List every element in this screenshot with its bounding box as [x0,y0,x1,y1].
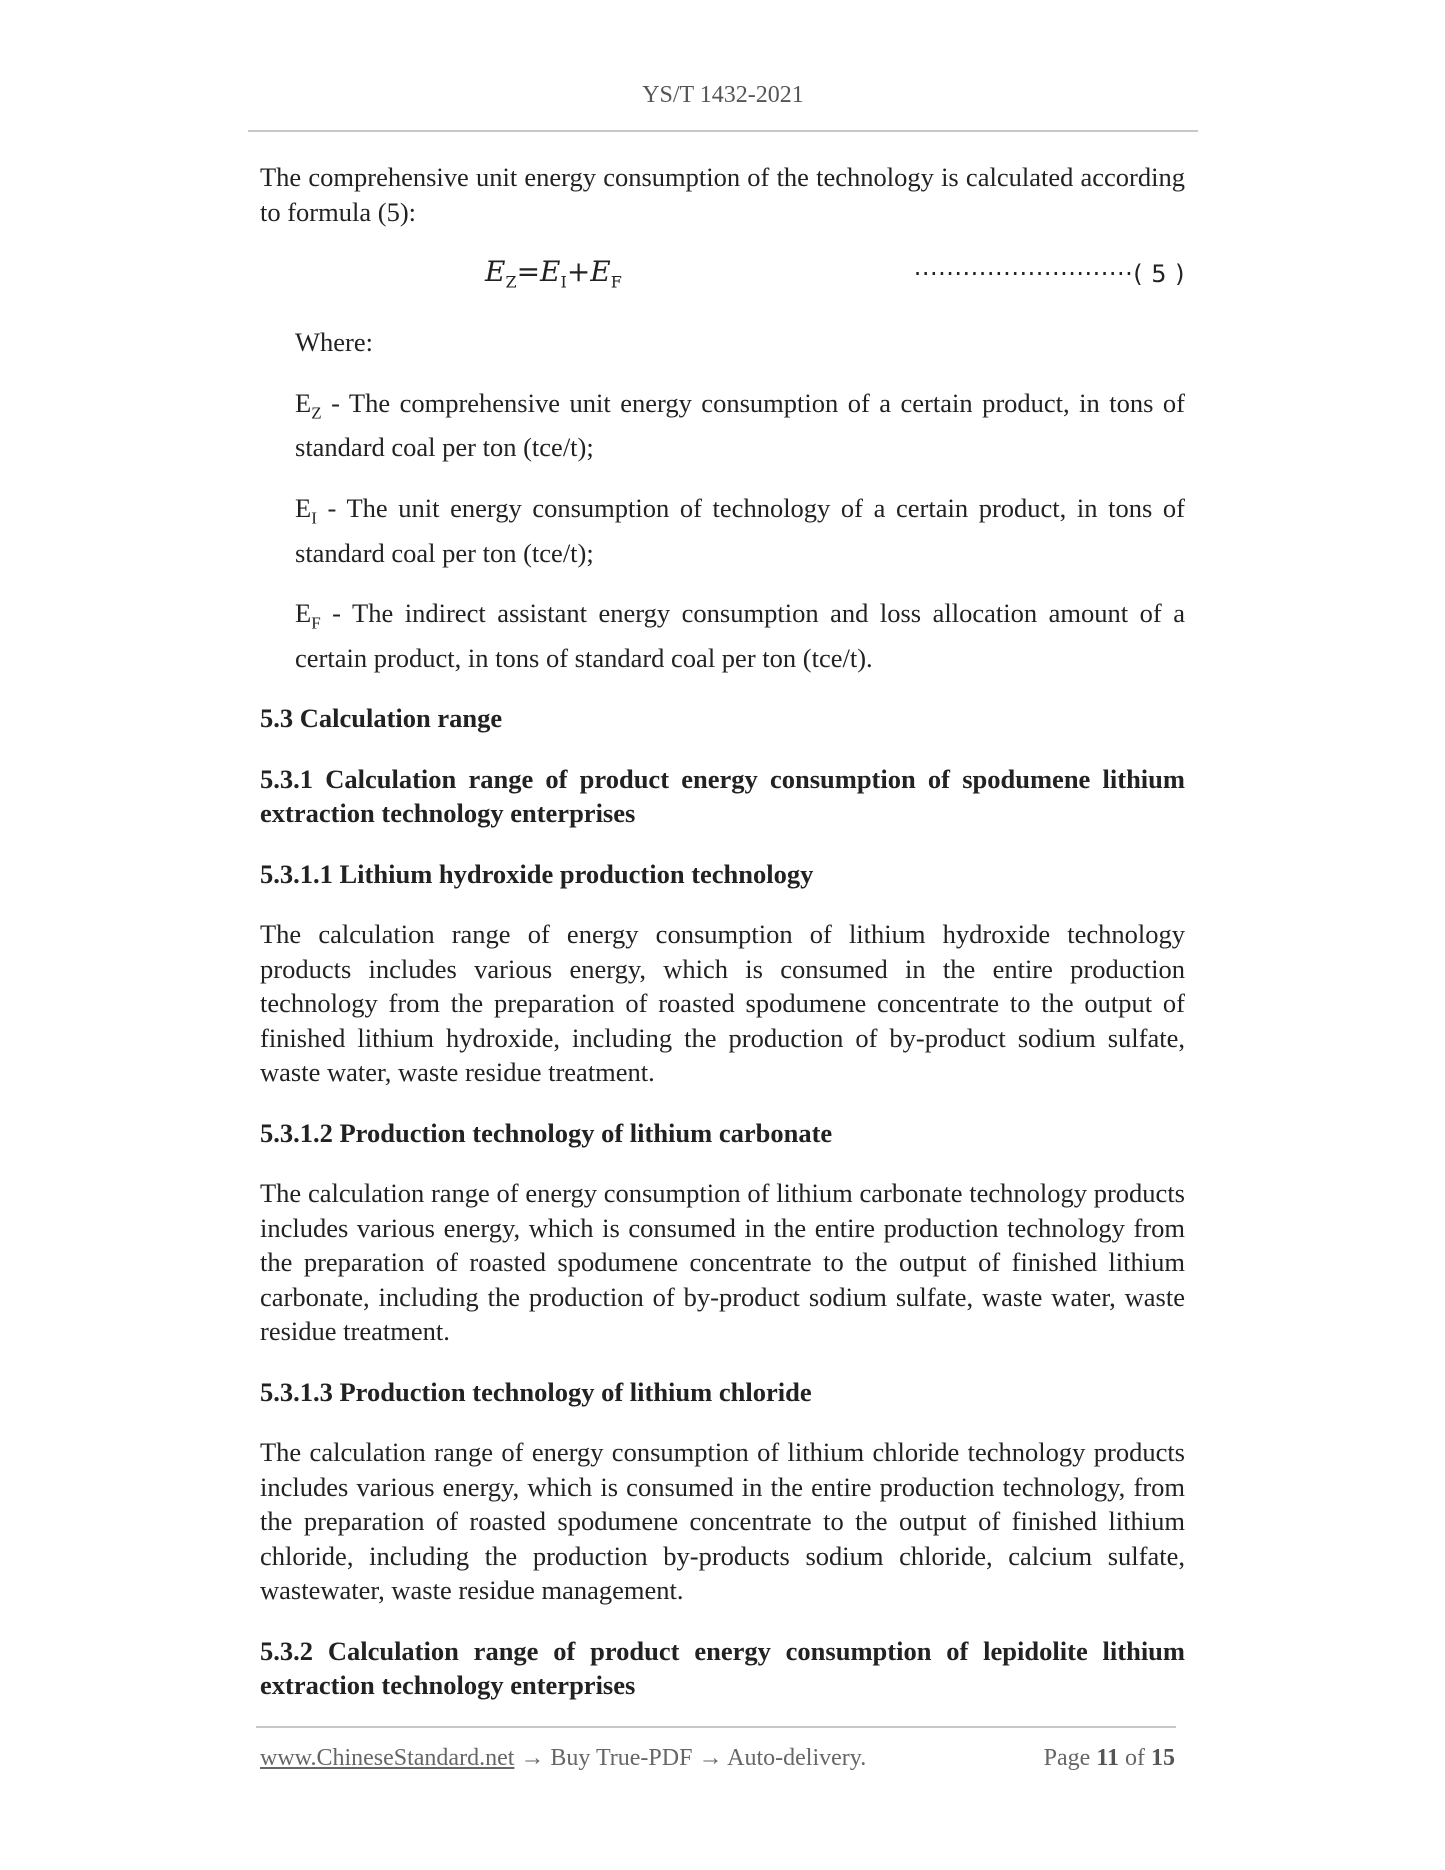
definition-ef [295,596,1185,675]
buy-pdf-text: Buy True-PDF [550,1745,693,1771]
intro-paragraph: The comprehensive unit energy consumption of the technology is calculated according to formula (5): [260,162,1185,227]
page-label: Page [1043,1745,1091,1771]
definition-sub: F [311,613,321,633]
paragraph-5-3-1-3: The calculation range of energy consumption of lithium chloride technology products includes various energy, which is consumed in the entire production technology, from the preparation of roasted spodumene concentrate to the output of finished lithium chloride, including the production by-products sodium chloride, calcium sulfate, wastewater, waste residue management. [260,1437,1185,1606]
arrow-right-icon: → [698,1745,723,1771]
heading-5-3: 5.3 Calculation range [260,703,503,734]
equation-number: ···························( 5 ) [913,260,1185,288]
page-content [260,160,1185,1703]
definition-symbol: E [295,387,312,418]
definition-ez [295,386,1185,465]
heading-5-3-1-2: 5.3.1.2 Production technology of lithium carbonate [260,1117,833,1148]
paragraph-5-3-1-1: The calculation range of energy consumption of lithium hydroxide technology products includes various energy, which is consumed in the entire production technology from the preparation of roasted spodumene concentrate to the output of finished lithium hydroxide, including the production of by-product sodium sulfate, waste water, waste residue treatment. [260,919,1185,1088]
definition-sub: Z [311,402,322,422]
chinesestandard-link[interactable]: www.ChineseStandard.net [260,1745,515,1771]
definition-text: - The indirect assistant energy consumption and loss allocation amount of a certain product, in tons of standard coal per ton (tce/t). [295,598,1185,673]
arrow-right-icon: → [520,1745,545,1771]
heading-5-3-1: 5.3.1 Calculation range of product energy consumption of spodumene lithium extraction technology enterprises [260,763,1185,829]
footer-divider [256,1726,1176,1728]
total-pages: 15 [1151,1745,1175,1771]
heading-5-3-1-1: 5.3.1.1 Lithium hydroxide production technology [260,858,814,889]
where-label: Where: [295,327,373,357]
heading-5-3-2: 5.3.2 Calculation range of product energy consumption of lepidolite lithium extraction technology enterprises [260,1635,1185,1701]
paragraph-5-3-1-2: The calculation range of energy consumption of lithium carbonate technology products includes various energy, which is consumed in the entire production technology from the preparation of roasted spodumene concentrate to the output of finished lithium carbonate, including the production of by-product sodium sulfate, waste water, waste residue treatment. [260,1178,1185,1347]
definition-sub: I [311,508,317,528]
definition-text: - The comprehensive unit energy consumption of a certain product, in tons of standard coal per ton (tce/t); [295,387,1185,463]
page-number [1044,1745,1175,1772]
auto-delivery-text: Auto-delivery. [727,1745,867,1771]
definition-text: - The unit energy consumption of technology of a certain product, in tons of standard coal per ton (tce/t); [295,492,1185,568]
current-page: 11 [1096,1745,1119,1771]
footer-promo [260,1745,866,1772]
formula-term1-sub: I [560,272,567,292]
formula-lhs-sub: Z [505,272,517,292]
formula-lhs-symbol: E [485,255,506,288]
heading-5-3-1-3: 5.3.1.3 Production technology of lithium chloride [260,1376,812,1407]
document-code-header: YS/T 1432-2021 [642,82,804,108]
formula-term2-sub: F [610,272,622,292]
formula-plus: + [566,255,591,288]
formula-row [260,255,1185,315]
formula-term1-symbol: E [540,255,561,288]
formula-equals: = [516,255,541,288]
definition-ei [295,491,1185,570]
formula-5 [485,255,622,300]
definition-symbol: E [295,492,312,523]
of-label: of [1125,1745,1145,1771]
header-divider [248,130,1198,132]
formula-term2-symbol: E [590,255,611,288]
definition-symbol: E [295,598,312,629]
